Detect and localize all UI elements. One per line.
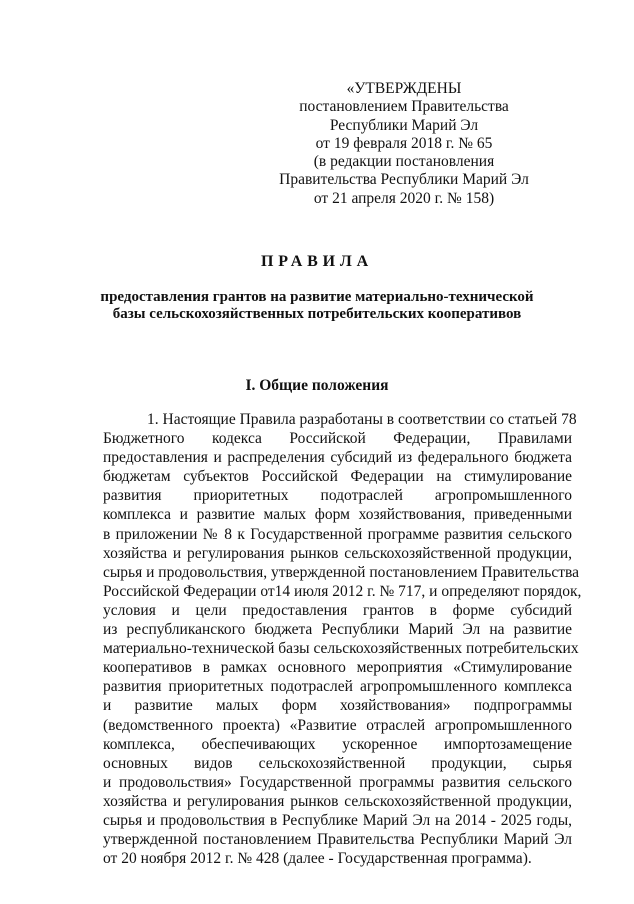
- paragraph-line: сырья и продовольствия в Республике Марий Эл на 2014 - 2025 годы,: [103, 811, 572, 829]
- paragraph-line: развития приоритетных подотраслей агропромышленного комплекса: [103, 678, 572, 696]
- paragraph-line: (ведомственного проекта) «Развитие отраслей агропромышленного: [103, 716, 572, 734]
- paragraph-line: утвержденной постановлением Правительства Республики Марий Эл: [103, 831, 572, 849]
- paragraph-line: Бюджетного кодекса Российской Федерации, Правилами: [103, 430, 572, 448]
- paragraph-line: развития приоритетных подотраслей агропромышленного: [103, 487, 572, 505]
- paragraph-line: условия и цели предоставления грантов в форме субсидий: [103, 601, 572, 619]
- paragraph-line: кооперативов в рамках основного мероприятия «Стимулирование: [103, 659, 572, 677]
- approval-line: постановлением Правительства: [299, 98, 509, 116]
- subtitle-line: базы сельскохозяйственных потребительских кооперативов: [112, 306, 522, 322]
- paragraph-line: хозяйства и регулирования рынков сельскохозяйственной продукции,: [103, 792, 572, 810]
- paragraph-line: Российской Федерации от14 июля 2012 г. № 717, и определяют порядок,: [103, 582, 582, 600]
- paragraph-line: основных видов сельскохозяйственной продукции, сырья: [103, 754, 572, 772]
- paragraph-line: из республиканского бюджета Республики Марий Эл на развитие: [103, 621, 572, 639]
- paragraph-line: в приложении № 8 к Государственной программе развития сельского: [103, 525, 572, 543]
- paragraph-line: комплекса, обеспечивающих ускоренное импортозамещение: [103, 735, 572, 753]
- paragraph-line: бюджетам субъектов Российской Федерации на стимулирование: [103, 468, 572, 486]
- paragraph-line: комплекса и развитие малых форм хозяйствования, приведенными: [103, 506, 572, 524]
- paragraph-line: хозяйства и регулирования рынков сельскохозяйственной продукции,: [103, 544, 572, 562]
- paragraph-line: от 20 ноября 2012 г. № 428 (далее - Государственная программа).: [103, 850, 532, 868]
- subtitle-line: предоставления грантов на развитие материально-технической: [100, 289, 534, 305]
- paragraph-line: 1. Настоящие Правила разработаны в соответствии со статьей 78: [147, 411, 577, 428]
- approval-line: Правительства Республики Марий Эл: [279, 171, 529, 189]
- approval-line: Республики Марий Эл: [329, 116, 479, 134]
- document-subtitle: [0, 289, 634, 323]
- section-heading: I. Общие положения: [245, 377, 389, 394]
- approval-line: (в редакции постановления: [313, 153, 495, 171]
- approval-line: «УТВЕРЖДЕНЫ: [346, 80, 462, 97]
- paragraph-line: предоставления и распределения субсидий из федерального бюджета: [103, 449, 572, 467]
- approval-stamp: [244, 80, 564, 208]
- paragraph-1: [103, 410, 582, 868]
- paragraph-line: материально-технической базы сельскохозяйственных потребительских: [103, 640, 579, 658]
- paragraph-line: и развитие малых форм хозяйствования» подпрограммы: [103, 697, 572, 715]
- paragraph-line: сырья и продовольствия, утвержденной постановлением Правительства: [103, 563, 579, 581]
- approval-line: от 21 апреля 2020 г. № 158): [313, 189, 495, 207]
- document-title: ПРАВИЛА: [261, 253, 373, 270]
- paragraph-line: и продовольствия» Государственной программы развития сельского: [103, 773, 572, 791]
- approval-line: от 19 февраля 2018 г. № 65: [315, 134, 493, 152]
